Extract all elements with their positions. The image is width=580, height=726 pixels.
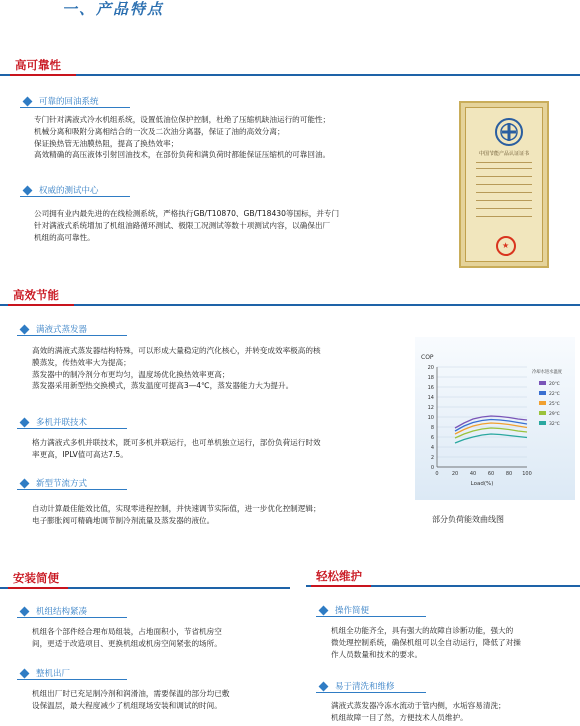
diamond-bullet-icon [20,417,30,427]
x-tick-label: 0 [435,471,439,477]
paragraph: 自动计算最佳能效比值，实现零进程控制，并快速调节实际值，进一步优化控制逻辑； 电子膨胀阀可精确地调节制冷剂流量及蒸发器的液位。 [32,504,321,525]
section-rule [0,304,580,306]
y-tick-label: 18 [427,375,434,381]
diamond-bullet-icon [20,606,30,616]
subsection-rule [20,196,130,197]
subsection-label: 可靠的回油系统 [39,97,99,107]
legend-label: 20℃ [549,382,560,387]
y-tick-label: 0 [430,465,434,471]
series-line [455,434,527,443]
section-title-reliability: 高可靠性 [15,58,61,72]
chart-panel [415,337,575,500]
y-tick-label: 20 [427,365,434,371]
legend-label: 22℃ [549,392,560,397]
subsection-rule [17,617,127,618]
paragraph: 公司拥有业内最先进的在线检测系统，严格执行GB/T10870、GB/T18430等国标，并专门 针对满液式系统增加了机组油路循环测试、极限工况测试等数十项测试内容，以确保出厂 机组的高可靠性。 [34,209,340,242]
subsection-header [316,604,369,616]
subsection-label: 满液式蒸发器 [36,325,88,335]
legend-swatch [539,381,546,385]
section-rule-accent [311,585,371,587]
subsection-rule [17,679,127,680]
section-title-efficiency: 高效节能 [13,288,59,302]
x-axis-label: Load(%) [470,481,494,487]
subsection-rule [316,616,426,617]
section-rule-accent [10,74,76,76]
y-tick-label: 8 [430,425,434,431]
section-title-installation: 安装简便 [13,571,59,585]
paragraph: 机组出厂时已充足制冷剂和润滑油，需要保温的部分均已敷 设保温层，最大程度减少了机组现场安装和调试的时间。 [32,689,230,710]
x-tick-label: 40 [469,471,477,477]
y-tick-label: 10 [427,415,434,421]
certificate-title: 中国节能产品认证证书 [478,151,529,157]
subsection-label: 多机并联技术 [36,418,88,428]
x-tick-label: 60 [487,471,495,477]
cop-load-chart [415,337,575,500]
paragraph: 满液式蒸发器冷冻水流动于管内侧，水垢容易清洗； 机组故障一目了然，方便技术人员维护。 [331,701,506,722]
subsection-header [17,477,87,489]
subsection-header [20,95,99,107]
legend-title: 冷却水进水温度 [532,370,563,375]
certificate-image [459,101,549,268]
y-tick-label: 16 [427,385,434,391]
legend-label: 25℃ [549,402,560,407]
subsection-label: 操作简便 [335,606,370,616]
subsection-label: 整机出厂 [36,669,71,679]
subsection-rule [17,335,127,336]
subsection-label: 易于清洗和维修 [335,682,395,692]
x-tick-label: 20 [451,471,459,477]
paragraph: 专门针对满液式冷水机组系统，设置低油位保护控制，杜绝了压缩机缺油运行的可能性； 机械分离和吸附分离相结合的一次及二次油分离器，保证了油的高效分离； 保证换热管无油膜热阻，提高了换热效率； 高效精确的高压液体引射回油技术，在部份负荷和满负荷时都能保证压缩机的可靠回油。 [34,115,331,160]
legend-label: 32℃ [549,422,560,427]
paragraph: 机组各个部件经合理布局组装，占地面积小，节省机房空 间，更适于改造项目、更换机组或机房空间紧张的场所。 [32,627,222,648]
y-axis-label: COP [421,354,434,361]
subsection-header [17,416,87,428]
legend-swatch [539,411,546,415]
y-tick-label: 2 [430,455,434,461]
y-tick-label: 6 [430,435,434,441]
subsection-rule [17,428,127,429]
diamond-bullet-icon [23,185,33,195]
diamond-bullet-icon [20,668,30,678]
legend-swatch [539,401,546,405]
x-tick-label: 100 [522,471,532,477]
legend-label: 29℃ [549,412,560,417]
subsection-rule [17,489,127,490]
section-title-maintenance: 轻松维护 [316,569,362,583]
section-rule-accent [8,304,74,306]
subsection-rule [316,692,426,693]
diamond-bullet-icon [20,324,30,334]
subsection-rule [20,107,130,108]
certification-emblem-icon [495,118,523,146]
subsection-header [17,605,87,617]
red-seal-icon: ★ [496,236,516,256]
paragraph: 格力满液式多机并联技术，既可多机并联运行，也可单机独立运行，部份负荷运行时效 率更高，IPLV值可高达7.5。 [32,438,321,459]
y-tick-label: 4 [430,445,434,451]
diamond-bullet-icon [319,681,329,691]
legend-swatch [539,391,546,395]
subsection-header [316,680,395,692]
paragraph: 机组全功能齐全，具有强大的故障自诊断功能，强大的 微处理控制系统，确保机组可以全自动运行，降低了对操 作人员数量和技术的要求。 [331,626,521,659]
diamond-bullet-icon [20,478,30,488]
diamond-bullet-icon [319,605,329,615]
subsection-header [17,667,70,679]
section-rule-accent [8,587,68,589]
legend-swatch [539,421,546,425]
paragraph: 高效的满液式蒸发器结构特殊，可以形成大量稳定的汽化核心，并转变成效率极高的核 膜蒸发，传热效率大为提高； 蒸发器中的制冷剂分布更均匀，温度场优化换热效率更高； 蒸发器采用新型热交换模式，蒸发温度可提高3—4℃，蒸发器能力大为提升。 [32,346,321,391]
subsection-label: 机组结构紧凑 [36,607,88,617]
x-tick-label: 80 [505,471,513,477]
subsection-label: 权威的测试中心 [39,186,99,196]
page-title: 一、产品特点 [62,0,165,18]
y-tick-label: 14 [427,395,434,401]
subsection-header [20,184,99,196]
subsection-label: 新型节流方式 [36,479,88,489]
subsection-header [17,323,87,335]
diamond-bullet-icon [23,96,33,106]
y-tick-label: 12 [427,405,434,411]
chart-caption: 部分负荷能效曲线图 [432,515,504,524]
section-rule [0,74,580,76]
